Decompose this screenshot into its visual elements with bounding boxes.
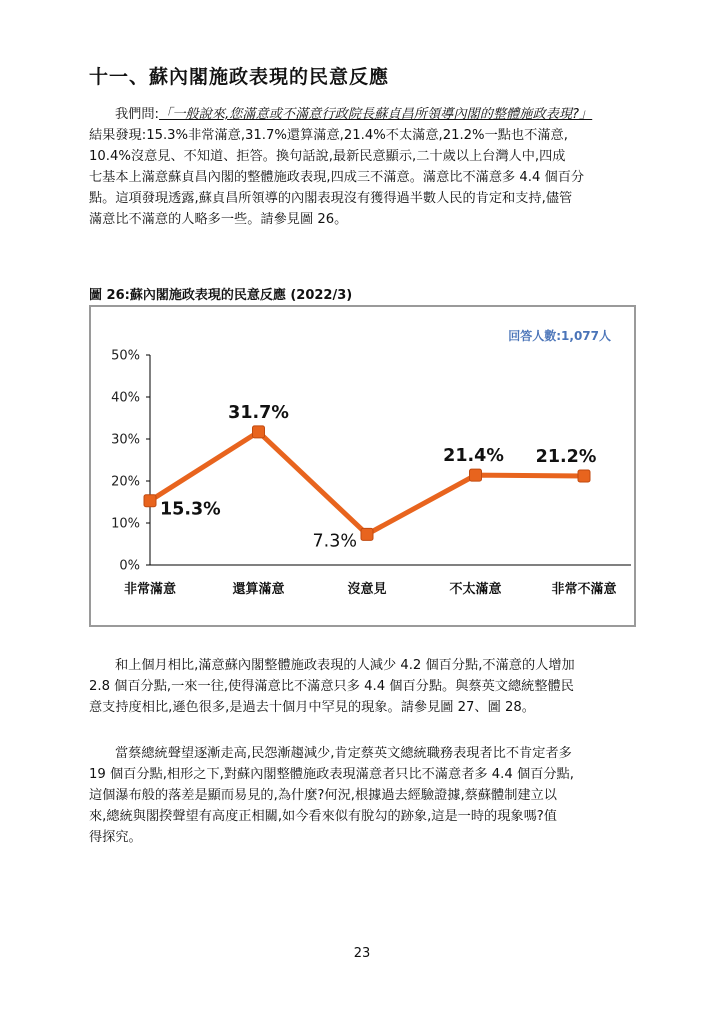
- paragraph-line: 10.4%沒意見、不知道、拒答。換句話說,最新民意顯示,二十歲以上台灣人中,四成: [89, 149, 566, 164]
- paragraph-monthly-comparison: [89, 655, 637, 718]
- paragraph-line: 七基本上滿意蘇貞昌內閣的整體施政表現,四成三不滿意。滿意比不滿意多 4.4 個百分: [89, 170, 585, 185]
- data-point-marker: [470, 469, 482, 481]
- data-label: 31.7%: [228, 402, 289, 423]
- data-point-marker: [361, 528, 373, 540]
- x-tick-label: 還算滿意: [232, 582, 285, 597]
- page-number: 23: [353, 946, 371, 961]
- data-point-marker: [578, 470, 590, 482]
- x-tick-label: 非常滿意: [123, 582, 177, 597]
- paragraph-line: 得探究。: [89, 830, 142, 845]
- chart-frame: [89, 305, 636, 627]
- paragraph-line: 19 個百分點,相形之下,對蘇內閣整體施政表現滿意者只比不滿意者多 4.4 個百分點,: [89, 767, 574, 782]
- paragraph-line: 滿意比不滿意的人略多一些。請參見圖 26。: [89, 212, 348, 227]
- y-tick-label: 40%: [111, 390, 140, 406]
- paragraph-line: 2.8 個百分點,一來一往,使得滿意比不滿意只多 4.4 個百分點。與蔡英文總統整體民: [89, 679, 574, 694]
- y-tick-label: 30%: [111, 432, 140, 448]
- line-chart: [91, 307, 634, 625]
- y-tick-label: 0%: [119, 558, 140, 574]
- section-heading: 十一、蘇內閣施政表現的民意反應: [89, 66, 390, 88]
- paragraph-line: [89, 104, 637, 125]
- y-tick-label: 10%: [111, 516, 140, 532]
- y-tick-label: 20%: [111, 474, 140, 490]
- data-label: 21.2%: [535, 446, 597, 467]
- paragraph-line: 結果發現:15.3%非常滿意,31.7%還算滿意,21.4%不太滿意,21.2%一點也不滿意,: [89, 128, 568, 143]
- survey-question: 「一般說來,您滿意或不滿意行政院長蘇貞昌所領導內閣的整體施政表現?」: [159, 107, 593, 122]
- data-point-marker: [144, 495, 156, 507]
- question-lead: 我們問:: [115, 107, 160, 122]
- x-axis: [124, 565, 631, 597]
- x-tick-label: 非常不滿意: [551, 582, 617, 597]
- respondents-note: 回答人數:1,077人: [508, 329, 611, 343]
- paragraph-line: 和上個月相比,滿意蘇內閣整體施政表現的人減少 4.2 個百分點,不滿意的人增加: [115, 658, 575, 673]
- paragraph-line: 這個瀑布般的落差是顯而易見的,為什麼?何況,根據過去經驗證據,蔡蘇體制建立以: [89, 788, 557, 803]
- x-tick-label: 不太滿意: [449, 582, 502, 597]
- paragraph-survey-result: [89, 104, 637, 230]
- paragraph-line: 意支持度相比,遜色很多,是過去十個月中罕見的現象。請參見圖 27、圖 28。: [89, 700, 535, 715]
- paragraph-line: 來,總統與閣揆聲望有高度正相關,如今看來似有脫勾的跡象,這是一時的現象嗎?值: [89, 809, 557, 824]
- data-label: 15.3%: [160, 499, 221, 520]
- figure-caption: 圖 26:蘇內閣施政表現的民意反應 (2022/3): [89, 288, 353, 303]
- y-tick-label: 50%: [111, 348, 140, 364]
- series: [144, 403, 596, 551]
- x-tick-label: 沒意見: [347, 582, 387, 597]
- data-point-marker: [253, 426, 265, 438]
- data-label: 21.4%: [443, 446, 504, 467]
- paragraph-line: 當蔡總統聲望逐漸走高,民怨漸趨減少,肯定蔡英文總統職務表現者比不肯定者多: [115, 746, 572, 761]
- data-label: 7.3%: [312, 531, 357, 552]
- paragraph-line: 點。這項發現透露,蘇貞昌所領導的內閣表現沒有獲得過半數人民的肯定和支持,儘管: [89, 191, 573, 206]
- paragraph-president-comparison: [89, 743, 637, 848]
- y-axis: [111, 349, 150, 574]
